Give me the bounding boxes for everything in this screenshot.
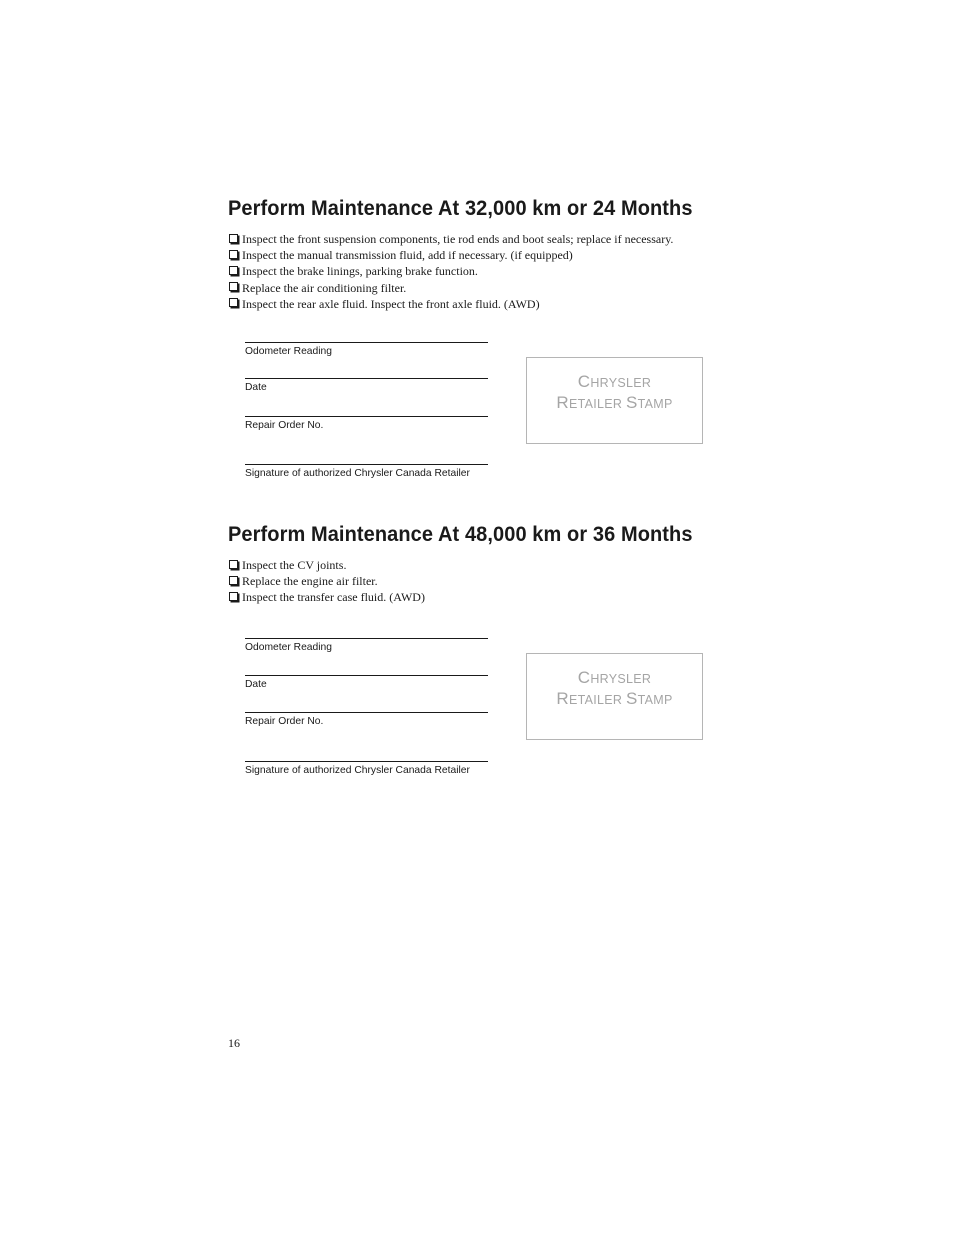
section-title: Perform Maintenance At 32,000 km or 24 Months: [228, 196, 693, 220]
checkbox-icon[interactable]: [229, 234, 238, 243]
checkbox-icon[interactable]: [229, 298, 238, 307]
stamp-line-1: CHRYSLER: [577, 372, 652, 391]
checkbox-icon[interactable]: [229, 266, 238, 275]
repair-order-label: Repair Order No.: [245, 716, 324, 727]
checklist-item: [228, 589, 425, 605]
date-field[interactable]: [245, 675, 488, 691]
checklist-item-text: Inspect the manual transmission fluid, add if necessary. (if equipped): [242, 248, 573, 263]
date-label: Date: [245, 679, 267, 690]
signature-field[interactable]: [245, 464, 488, 480]
repair-order-line: [245, 712, 488, 713]
retailer-stamp-box: [526, 653, 703, 740]
checklist-item-text: Inspect the rear axle fluid. Inspect the front axle fluid. (AWD): [242, 296, 540, 311]
checklist-item: [228, 296, 673, 312]
odometer-label: Odometer Reading: [245, 642, 333, 653]
checklist: [228, 231, 673, 312]
repair-order-line: [245, 416, 488, 417]
page-number: 16: [228, 1036, 240, 1050]
odometer-field[interactable]: [245, 638, 488, 654]
checklist-item-text: Inspect the front suspension components, tie rod ends and boot seals; replace if necessary.: [242, 232, 674, 246]
checkbox-icon[interactable]: [229, 250, 238, 259]
checklist-item-text: Replace the engine air filter.: [242, 574, 378, 589]
checkbox-icon[interactable]: [229, 282, 238, 291]
checklist-item-text: Inspect the brake linings, parking brake function.: [242, 264, 478, 279]
checklist: [228, 557, 425, 606]
date-line: [245, 378, 488, 379]
checklist-item: [228, 231, 673, 247]
maintenance-section-48000: [228, 521, 748, 776]
repair-order-field[interactable]: [245, 416, 488, 432]
signature-field[interactable]: [245, 761, 488, 777]
section-title: Perform Maintenance At 48,000 km or 36 Months: [228, 522, 693, 546]
checklist-item: [228, 280, 673, 296]
checklist-item: [228, 247, 673, 263]
checkbox-icon[interactable]: [229, 576, 238, 585]
odometer-line: [245, 342, 488, 343]
signature-line: [245, 464, 488, 465]
checkbox-icon[interactable]: [229, 592, 238, 601]
checklist-item-text: Replace the air conditioning filter.: [242, 280, 407, 295]
date-field[interactable]: [245, 378, 488, 394]
odometer-label: Odometer Reading: [245, 346, 333, 357]
signature-label: Signature of authorized Chrysler Canada Retailer: [245, 468, 470, 479]
retailer-stamp-box: [526, 357, 703, 444]
checkbox-icon[interactable]: [229, 560, 238, 569]
signature-line: [245, 761, 488, 762]
checklist-item: [228, 573, 425, 589]
stamp-line-2: RETAILER STAMP: [556, 689, 673, 708]
checklist-item: [228, 263, 673, 279]
signature-label: Signature of authorized Chrysler Canada Retailer: [245, 765, 470, 776]
maintenance-section-32000: [228, 195, 748, 479]
stamp-line-2: RETAILER STAMP: [556, 393, 673, 412]
stamp-line-1: CHRYSLER: [577, 668, 652, 687]
date-label: Date: [245, 382, 267, 393]
checklist-item: [228, 557, 425, 573]
repair-order-field[interactable]: [245, 712, 488, 728]
odometer-line: [245, 638, 488, 639]
repair-order-label: Repair Order No.: [245, 420, 324, 431]
date-line: [245, 675, 488, 676]
checklist-item-text: Inspect the CV joints.: [242, 558, 347, 572]
checklist-item-text: Inspect the transfer case fluid. (AWD): [242, 590, 425, 605]
odometer-field[interactable]: [245, 342, 488, 358]
